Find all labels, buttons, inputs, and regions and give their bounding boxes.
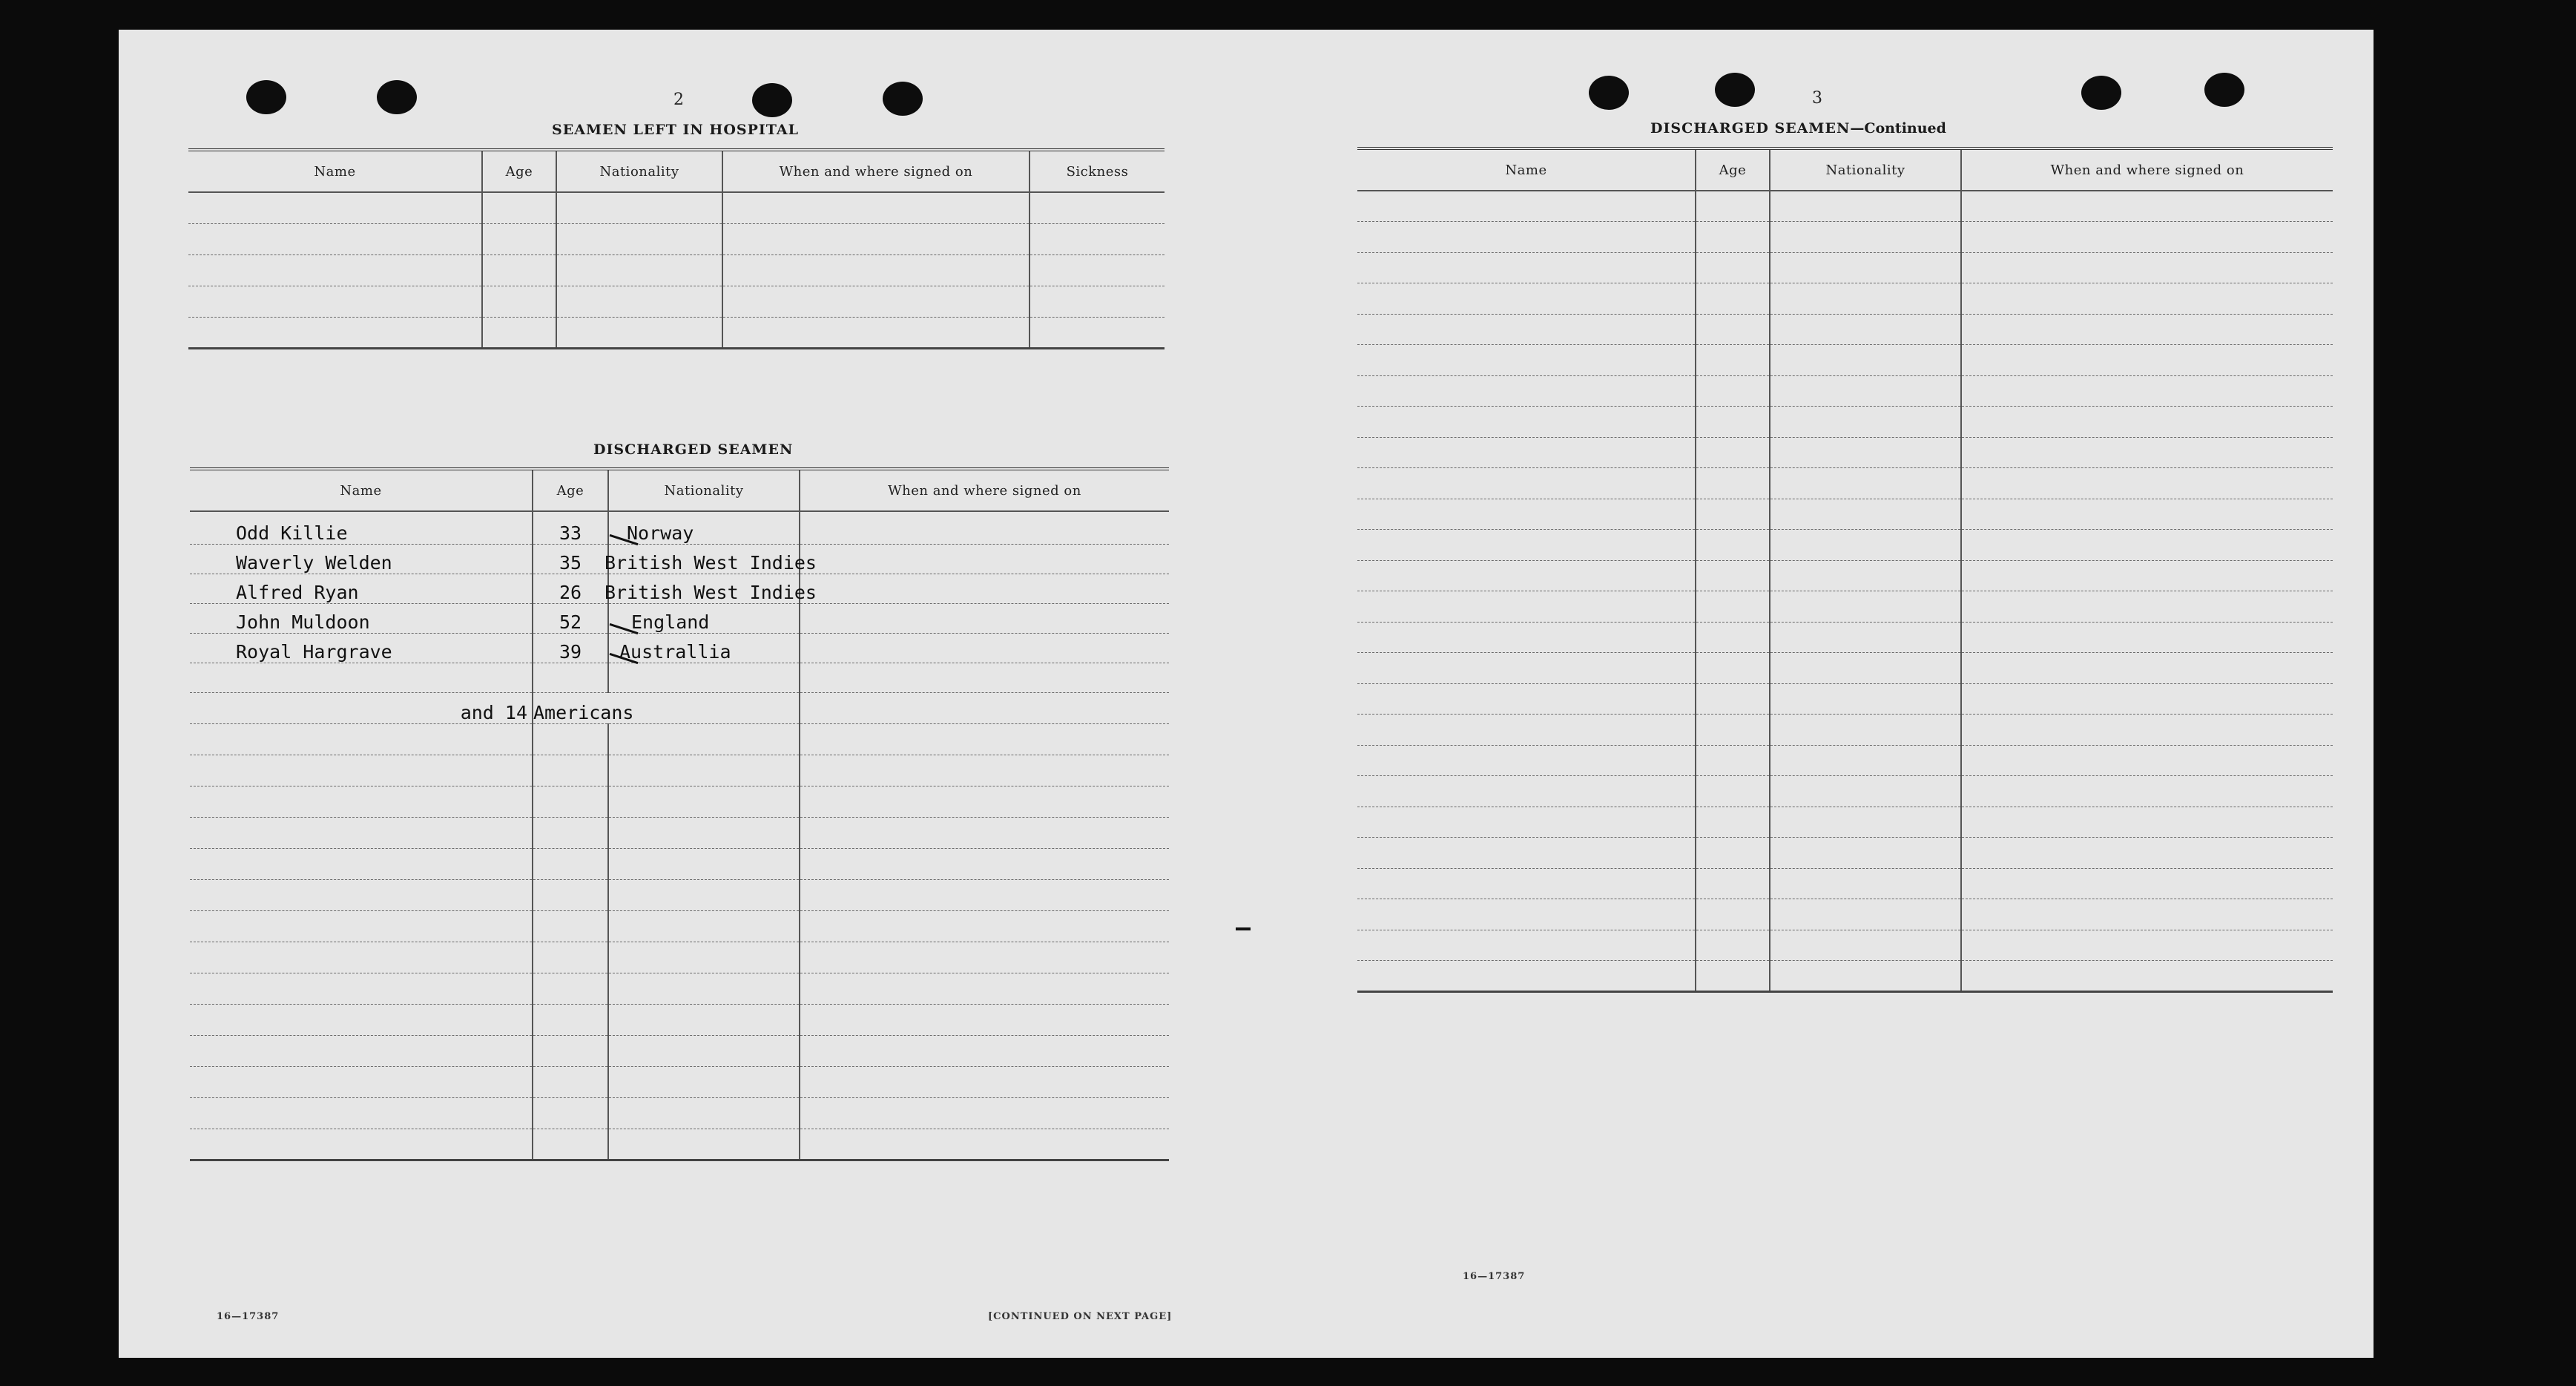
seaman-name: Alfred Ryan bbox=[190, 574, 533, 603]
table-row bbox=[1357, 776, 2333, 807]
table-row bbox=[1357, 930, 2333, 961]
table-row bbox=[190, 692, 1169, 723]
table-row bbox=[190, 848, 1169, 879]
left-page bbox=[119, 30, 1173, 1358]
table-row bbox=[1357, 283, 2333, 315]
seaman-name: Waverly Welden bbox=[190, 544, 533, 574]
americans-note-label: Americans bbox=[533, 692, 800, 723]
table-row bbox=[1357, 468, 2333, 499]
column-header-age: Age bbox=[533, 469, 608, 511]
table-row bbox=[1357, 407, 2333, 438]
column-header-age: Age bbox=[482, 150, 556, 192]
table-row bbox=[188, 286, 1165, 317]
table-row bbox=[1357, 314, 2333, 345]
table-row bbox=[188, 192, 1165, 223]
table-row bbox=[190, 755, 1169, 786]
table-row bbox=[190, 723, 1169, 755]
table-row bbox=[1357, 222, 2333, 253]
table-row bbox=[188, 254, 1165, 286]
table-row bbox=[190, 1035, 1169, 1066]
table-row bbox=[1357, 868, 2333, 899]
seaman-age: 26 bbox=[533, 574, 608, 603]
scan-mark bbox=[1236, 927, 1251, 930]
table-row bbox=[1357, 499, 2333, 530]
seaman-nationality: Norway bbox=[608, 511, 800, 544]
form-number: 16—17387 bbox=[217, 1311, 280, 1322]
seaman-nationality: British West Indies bbox=[608, 574, 800, 603]
table-row bbox=[190, 942, 1169, 973]
column-header-age: Age bbox=[1696, 148, 1770, 191]
table-row bbox=[190, 910, 1169, 942]
right-page bbox=[1305, 30, 2374, 1358]
table-row bbox=[190, 973, 1169, 1004]
table-row bbox=[1357, 807, 2333, 838]
column-header-name: Name bbox=[1357, 148, 1696, 191]
table-row bbox=[190, 879, 1169, 910]
table-row bbox=[1357, 622, 2333, 653]
column-header-name: Name bbox=[188, 150, 482, 192]
table-row bbox=[190, 817, 1169, 848]
table-row bbox=[1357, 530, 2333, 561]
table-row bbox=[190, 603, 1169, 633]
column-header-name: Name bbox=[190, 469, 533, 511]
column-header-signed-on: When and where signed on bbox=[1961, 148, 2333, 191]
discharged-table bbox=[190, 467, 1169, 1161]
column-header-nationality: Nationality bbox=[1770, 148, 1961, 191]
column-header-signed-on: When and where signed on bbox=[800, 469, 1169, 511]
seaman-age: 52 bbox=[533, 603, 608, 633]
table-row bbox=[190, 1066, 1169, 1097]
page-number: 2 bbox=[673, 91, 684, 109]
table-row bbox=[188, 317, 1165, 348]
table-row bbox=[190, 1097, 1169, 1129]
table-row bbox=[1357, 683, 2333, 715]
column-header-sickness: Sickness bbox=[1030, 150, 1165, 192]
seaman-name: John Muldoon bbox=[190, 603, 533, 633]
table-row bbox=[1357, 252, 2333, 283]
seaman-nationality: England bbox=[608, 603, 800, 633]
table-row bbox=[1357, 653, 2333, 684]
table-row bbox=[1357, 961, 2333, 992]
table-row bbox=[1357, 715, 2333, 746]
table-row bbox=[190, 511, 1169, 544]
table-row bbox=[1357, 345, 2333, 376]
column-header-nationality: Nationality bbox=[608, 469, 800, 511]
table-row bbox=[1357, 745, 2333, 776]
table-row bbox=[1357, 560, 2333, 591]
seaman-age: 35 bbox=[533, 544, 608, 574]
table-row bbox=[190, 633, 1169, 663]
table-row bbox=[1357, 838, 2333, 869]
table-row bbox=[190, 1129, 1169, 1160]
seaman-name: Odd Killie bbox=[190, 511, 533, 544]
table-row bbox=[1357, 437, 2333, 468]
continued-note: [CONTINUED ON NEXT PAGE] bbox=[988, 1311, 1173, 1322]
table-row bbox=[190, 574, 1169, 603]
table-row bbox=[1357, 591, 2333, 623]
document-sheet bbox=[119, 30, 2374, 1358]
seaman-age: 39 bbox=[533, 633, 608, 663]
table-row bbox=[190, 786, 1169, 817]
seaman-name: Royal Hargrave bbox=[190, 633, 533, 663]
seaman-nationality: British West Indies bbox=[608, 544, 800, 574]
discharged-continued-table bbox=[1357, 147, 2333, 993]
table-row bbox=[190, 1004, 1169, 1035]
column-header-signed-on: When and where signed on bbox=[722, 150, 1030, 192]
discharged-continued-title: DISCHARGED SEAMEN—Continued bbox=[1650, 120, 1946, 137]
form-number: 16—17387 bbox=[1463, 1271, 1526, 1282]
hospital-section-title: SEAMEN LEFT IN HOSPITAL bbox=[552, 122, 799, 138]
seaman-age: 33 bbox=[533, 511, 608, 544]
table-row bbox=[190, 663, 1169, 692]
seaman-nationality: Australlia bbox=[608, 633, 800, 663]
discharged-section-title: DISCHARGED SEAMEN bbox=[593, 441, 794, 458]
americans-note-count: and 14 bbox=[190, 692, 533, 723]
table-row bbox=[190, 544, 1169, 574]
table-row bbox=[1357, 191, 2333, 222]
page-number: 3 bbox=[1812, 89, 1822, 108]
table-row bbox=[1357, 899, 2333, 930]
table-row bbox=[188, 223, 1165, 254]
table-row bbox=[1357, 375, 2333, 407]
hospital-table bbox=[188, 148, 1165, 349]
column-header-nationality: Nationality bbox=[556, 150, 722, 192]
